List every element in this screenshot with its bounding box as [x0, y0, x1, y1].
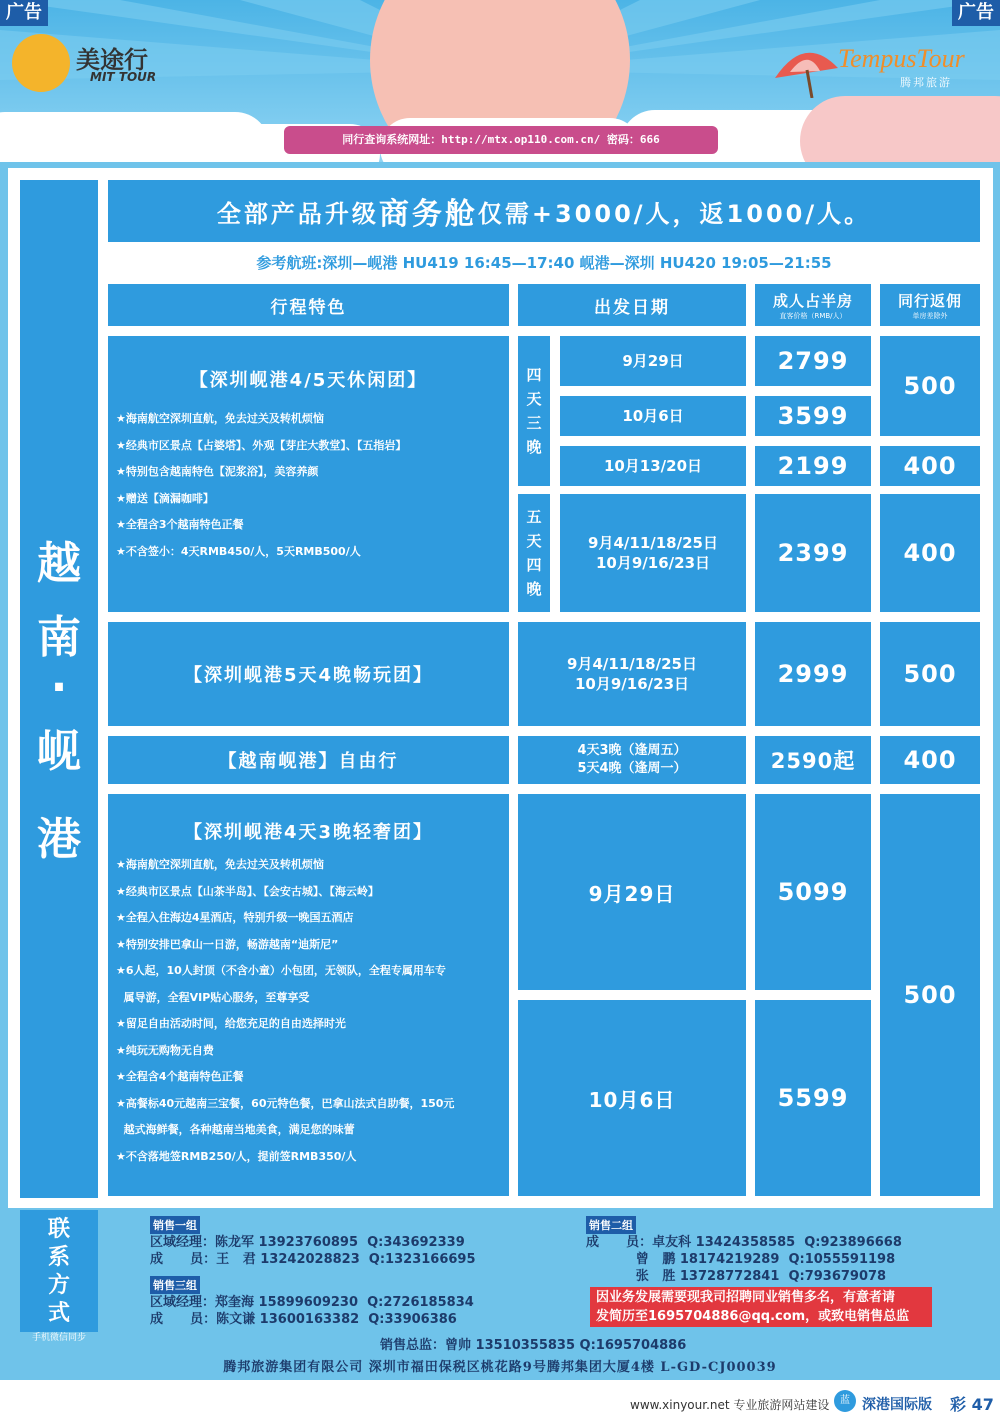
tempus-tour-logo-en: TempusTour	[838, 44, 965, 73]
tour1-title: 【深圳岘港4/5天休闲团】	[189, 370, 428, 391]
feature-item: ★海南航空深圳直航，免去过关及转机烦恼	[116, 412, 324, 425]
feature-item: ★特别包含越南特色【泥浆浴】，美容养颜	[116, 465, 319, 478]
header-rebate: 同行返佣 单房差除外	[880, 284, 980, 326]
feature-item: ★6人起，10人封顶（不含小童）小包团，无领队，全程专属用车专	[116, 964, 446, 977]
umbrella-icon	[770, 38, 840, 98]
promo-banner: 全部产品升级 商务舱 仅需+3000/人，返1000/人。	[108, 180, 980, 242]
sales-group-3: 销售三组 区域经理：郑奎海 15899609230 Q:2726185834 成 员：陈文谦 13600163382 Q:33906386	[150, 1274, 474, 1328]
feature-item: ★经典市区景点【山茶半岛】、【会安古城】、【海云岭】	[116, 884, 379, 898]
recruit-notice: 因业务发展需要现我司招聘同业销售多名，有意者请 发简历至1695704886@qq.com，或致电销售总监	[590, 1287, 932, 1327]
duration-4d3n-label: 四 天 三 晚	[518, 336, 550, 486]
feature-item: ★经典市区景点【占婆塔】、外观【芽庄大教堂】、【五指岩】	[116, 438, 407, 452]
sales-group-1: 销售一组 区域经理：陈龙军 13923760895 Q:343692339 成 员：王 君 13242028823 Q:1323166695	[150, 1214, 476, 1268]
feature-item: 属导游，全程VIP贴心服务，至尊享受	[116, 990, 310, 1004]
sales-director: 销售总监：曾帅 13510355835 Q:1695704886	[380, 1338, 687, 1353]
departure-date: 10月13/20日	[560, 446, 746, 486]
company-address: 腾邦旅游集团有限公司 深圳市福田保税区桃花路9号腾邦集团大厦4楼 L-GD-CJ00039	[223, 1360, 777, 1375]
feature-item: ★留足自由活动时间，给您充足的自由选择时光	[116, 1017, 346, 1030]
rebate: 500	[880, 622, 980, 726]
contact-label: 联 系 方 式 手机微信同步	[20, 1210, 98, 1332]
departure-date: 9月29日	[560, 336, 746, 386]
tempus-tour-logo-cn: 腾邦旅游	[900, 76, 952, 89]
price: 2199	[755, 446, 871, 486]
feature-item: ★特别安排巴拿山一日游，畅游越南“迪斯尼”	[116, 937, 339, 951]
mit-tour-logo-cn: 美途行	[76, 45, 148, 74]
rebate: 400	[880, 494, 980, 612]
tour2-title: 【深圳岘港5天4晚畅玩团】	[108, 622, 509, 726]
departure-date: 9月4/11/18/25日 10月9/16/23日	[518, 622, 746, 726]
feature-item: ★赠送【滴漏咖啡】	[116, 491, 214, 505]
feature-item: 越式海鲜餐，各种越南当地美食，满足您的味蕾	[116, 1123, 355, 1136]
rebate: 500	[880, 336, 980, 436]
price: 2999	[755, 622, 871, 726]
footer-site: www.xinyour.net 专业旅游网站建设	[630, 1398, 830, 1412]
departure-date: 10月6日	[560, 396, 746, 436]
feature-item: ★全程入住海边4星酒店，特别升级一晚国五酒店	[116, 911, 354, 924]
feature-item: ★全程含3个越南特色正餐	[116, 518, 244, 531]
feature-item: ★不含落地签RMB250/人，提前签RMB350/人	[116, 1149, 357, 1163]
contact-wechat-note: 手机微信同步	[31, 1333, 86, 1343]
feature-item: ★高餐标40元越南三宝餐，60元特色餐，巴拿山法式自助餐，150元	[116, 1096, 455, 1110]
footer-edition: 深港国际版	[862, 1397, 932, 1413]
duration-5d4n-label: 五 天 四 晚	[518, 494, 550, 612]
feature-item: ★纯玩无购物无自费	[116, 1043, 214, 1057]
departure-date: 4天3晚（逢周五） 5天4晚（逢周一）	[518, 736, 746, 784]
ad-tag-left: 广告	[0, 0, 48, 26]
ad-tag-right: 广告	[952, 0, 1000, 26]
sales-group-2: 销售二组 成 员：卓友科 13424358585 Q:923896668 曾 鹏 18174219289 Q:1055591198 张 胜 13728772841 Q:793679078	[586, 1214, 902, 1285]
rebate: 500	[880, 794, 980, 1196]
departure-date: 9月29日	[518, 794, 746, 990]
destination-title: 越 南 · 岘 港	[37, 538, 81, 865]
rebate: 400	[880, 736, 980, 784]
header-feature: 行程特色	[108, 284, 509, 326]
mit-tour-logo-en: MIT TOUR	[90, 70, 157, 84]
price: 5099	[755, 794, 871, 990]
feature-item: ★不含签小：4天RMB450/人，5天RMB500/人	[116, 544, 361, 558]
footer-badge-icon: 蓝	[834, 1390, 856, 1412]
tour1-description	[108, 336, 509, 612]
departure-date: 10月6日	[518, 1000, 746, 1196]
cloud-shape	[800, 96, 1000, 162]
rebate: 400	[880, 446, 980, 486]
price: 2590起	[755, 736, 871, 784]
header-date: 出发日期	[518, 284, 746, 326]
tour3-title: 【越南岘港】自由行	[108, 736, 509, 784]
flight-info: 参考航班:深圳—岘港 HU419 16:45—17:40 岘港—深圳 HU420 19:05—21:55	[256, 254, 832, 272]
tour4-description	[108, 794, 509, 1196]
price: 2399	[755, 494, 871, 612]
mit-tour-logo-icon	[12, 34, 70, 92]
page-number: 彩 47	[950, 1395, 994, 1414]
tour4-title: 【深圳岘港4天3晚轻奢团】	[183, 822, 434, 843]
feature-item: ★海南航空深圳直航，免去过关及转机烦恼	[116, 858, 324, 871]
query-url-bar: 同行查询系统网址：http://mtx.op110.com.cn/ 密码：666	[284, 126, 718, 154]
price: 5599	[755, 1000, 871, 1196]
price: 2799	[755, 336, 871, 386]
departure-date: 9月4/11/18/25日 10月9/16/23日	[560, 494, 746, 612]
header-price: 成人占半房 直客价格（RMB/人）	[755, 284, 871, 326]
price: 3599	[755, 396, 871, 436]
feature-item: ★全程含4个越南特色正餐	[116, 1070, 244, 1083]
